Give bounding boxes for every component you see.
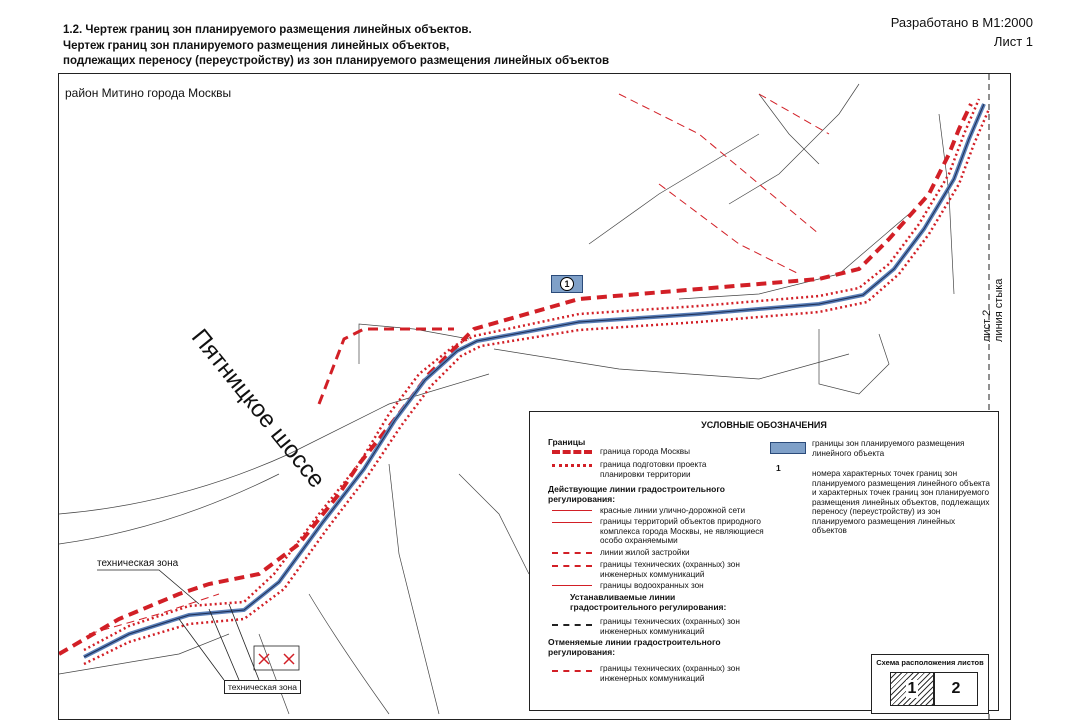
legend-red-lines: красные линии улично-дорожной сети	[600, 506, 746, 515]
legend-title: УСЛОВНЫЕ ОБОЗНАЧЕНИЯ	[701, 420, 827, 430]
planning-boundary-swatch	[552, 464, 592, 467]
title-line-2: Чертеж границ зон планируемого размещения линейных объектов,	[63, 40, 450, 52]
sheet-scheme	[871, 654, 989, 714]
scheme-sheet-2[interactable]	[934, 672, 978, 706]
cancelled-swatch	[552, 670, 592, 672]
legend-point-desc: номера характерных точек границ зон планируемого размещения линейного объекта и характерных точек границ зон планируемого размещения линейных объектов, подлежащих переносу (переустройству) из зон планируемого размещения линейных объектов	[812, 469, 990, 535]
moscow-boundary-swatch	[552, 450, 592, 454]
legend-cancelled-head: Отменяемые линии градостроительного регулирования:	[548, 637, 721, 657]
title-line-1: 1.2. Чертеж границ зон планируемого размещения линейных объектов.	[63, 24, 472, 36]
legend-tech-zones: границы технических (охранных) зон инженерных коммуникаций	[600, 560, 740, 579]
zone-swatch	[770, 442, 806, 454]
scheme-title: Схема расположения листов	[876, 658, 984, 667]
zone-number: 1	[560, 277, 574, 291]
cancelled-marks	[259, 654, 294, 664]
legend-existing-head: Действующие линии градостроительного регулирования:	[548, 484, 725, 504]
map-frame	[58, 73, 1011, 720]
legend-established-tech: границы технических (охранных) зон инженерных коммуникаций	[600, 617, 740, 636]
junction-text: линия стыка	[993, 278, 1005, 342]
residential-swatch	[552, 552, 592, 554]
sheet-number: Лист 1	[993, 34, 1033, 49]
legend-water-zones: границы водоохранных зон	[600, 581, 704, 590]
legend-boundaries-head: Границы	[548, 437, 586, 447]
scheme-sheet-1[interactable]	[890, 672, 934, 706]
water-zones-swatch	[552, 585, 592, 586]
legend-nature: границы территорий объектов природного комплекса города Москвы, не являющиеся особо охраняемыми	[600, 517, 764, 545]
road-name-label: Пятницкое шоссе	[186, 324, 331, 494]
legend-zone-boundaries: границы зон планируемого размещения линейного объекта	[812, 439, 965, 458]
scale-text: Разработано в М1:2000	[890, 15, 1033, 30]
cancelled-box	[254, 646, 299, 670]
legend-point-number: 1	[776, 463, 781, 473]
established-swatch	[552, 624, 592, 626]
legend-residential: линии жилой застройки	[600, 548, 690, 557]
tech-zone-box-label: техническая зона	[224, 680, 301, 694]
title-line-3: подлежащих переносу (переустройству) из зон планируемого размещения линейных объектов	[63, 55, 610, 67]
scheme-sheet-1-number: 1	[907, 680, 917, 697]
sheet-2-label	[981, 279, 1005, 342]
district-label: район Митино города Москвы	[65, 86, 232, 100]
tech-zone-label: техническая зона	[97, 558, 179, 569]
scale-block	[891, 13, 1033, 51]
legend-established-head: Устанавливаемые линии градостроительного регулирования:	[570, 592, 727, 612]
legend-planning-boundary: граница подготовки проекта планировки территории	[600, 460, 707, 479]
scheme-sheet-2-number: 2	[951, 680, 961, 697]
legend-moscow-boundary: граница города Москвы	[600, 447, 690, 456]
legend-cancelled-tech: границы технических (охранных) зон инженерных коммуникаций	[600, 664, 740, 683]
red-lines-swatch	[552, 510, 592, 511]
sheet-2-text: лист 2	[981, 309, 993, 342]
zone-number-marker[interactable]	[551, 275, 583, 293]
tech-zones-swatch	[552, 565, 592, 567]
nature-swatch	[552, 522, 592, 523]
